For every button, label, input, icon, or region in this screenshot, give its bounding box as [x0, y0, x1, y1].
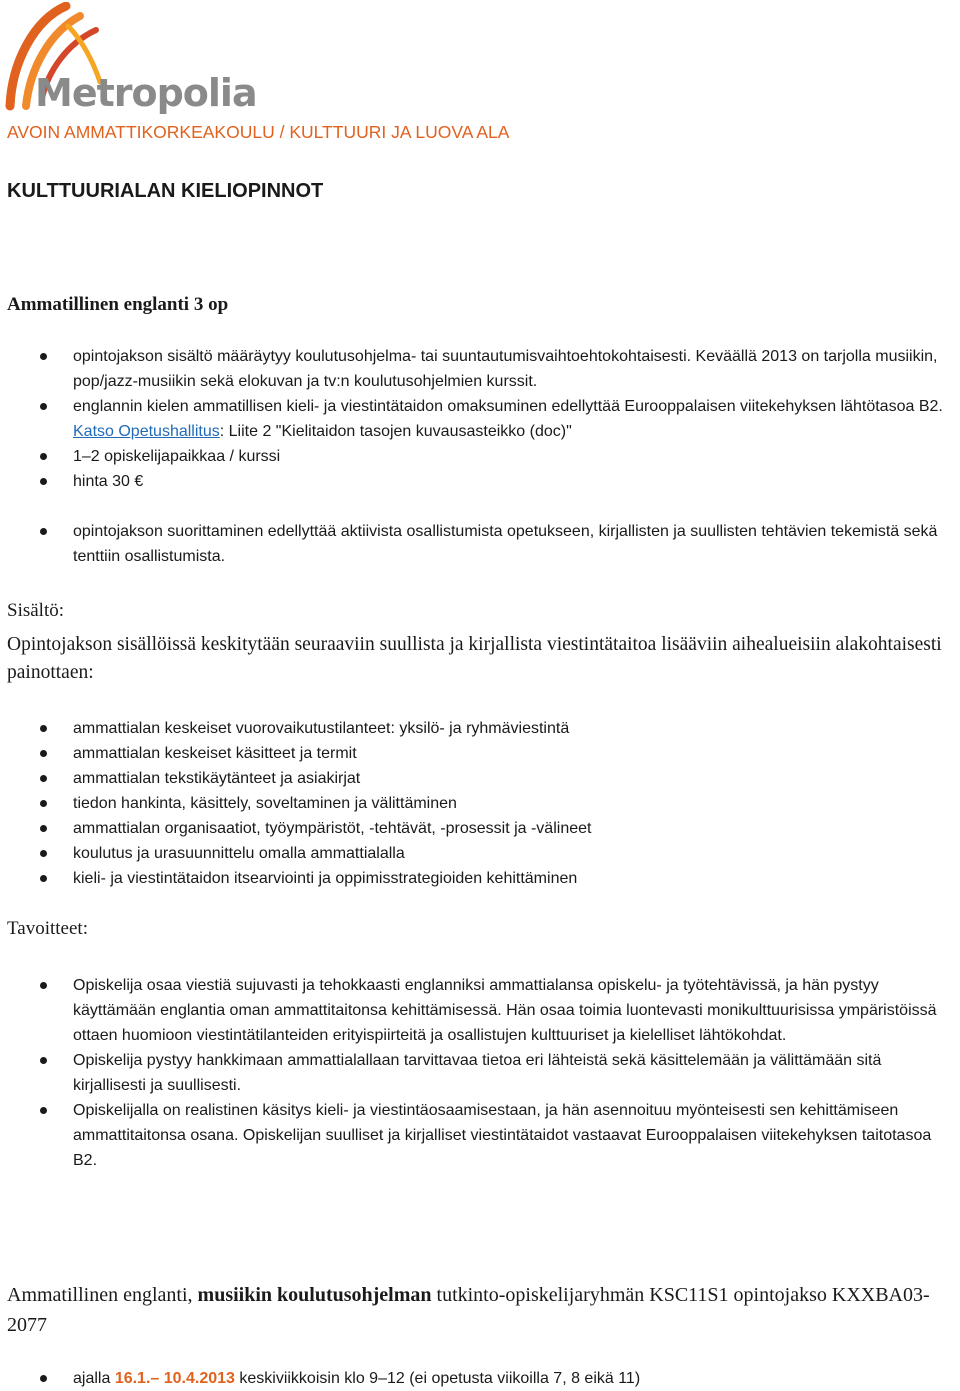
list-item: Opiskelijalla on realistinen käsitys kieli- ja viestintäosaamisestaan, ja hän asennoituu myönteisesti sen kehittämiseen ammattitaitonsa osana. Opiskelijan suulliset ja kirjalliset viestintätaidot vastaavat Eurooppalaisen viitekehyksen taitotasoa B2. [0, 1098, 960, 1173]
list-item: englannin kielen ammatillisen kieli- ja viestintätaidon omaksuminen edellyttää Eurooppalaisen viitekehyksen lähtötasoa B2. Katso Opetushallitus: Liite 2 "Kielitaidon tasojen kuvausasteikko (doc)" [0, 394, 960, 444]
goals-heading: Tavoitteet: [7, 918, 88, 939]
list-item: Opiskelija osaa viestiä sujuvasti ja tehokkaasti englanniksi ammattialansa opiskelu- ja työtehtävissä, ja hän pystyy käyttämään englantia oman ammattitaitonsa kehittämisessä. Hän osaa toimia luontevasti monikulttuurisissa ympäristöissä ottaen huomioon viestintätilanteiden erityispiirteitä ja osallistujen kulttuuriset ja kielelliset lähtökohdat. [0, 973, 960, 1048]
list-item: ammattialan keskeiset vuorovaikutustilanteet: yksilö- ja ryhmäviestintä [0, 716, 960, 741]
faculty-subtitle: AVOIN AMMATTIKORKEAKOULU / KULTTUURI JA LUOVA ALA [7, 122, 510, 142]
list-item: ammattialan tekstikäytänteet ja asiakirjat [0, 766, 960, 791]
list-item: ammattialan organisaatiot, työympäristöt, -tehtävät, -prosessit ja -välineet [0, 816, 960, 841]
logo-wordmark: Metropolia [35, 71, 257, 115]
list-item: Opiskelija pystyy hankkimaan ammattialallaan tarvittavaa tietoa eri lähteistä sekä käsittelemään ja välittämään sitä kirjallisesti ja suullisesti. [0, 1048, 960, 1098]
list-item: koulutus ja urasuunnittelu omalla ammattialalla [0, 841, 960, 866]
content-intro: Opintojakson sisällöissä keskitytään seuraaviin suullista ja kirjallista viestintätaitoa lisääviin aihealueisiin alakohtaisesti painottaen: [7, 634, 942, 683]
list-item: ammattialan keskeiset käsitteet ja termit [0, 741, 960, 766]
list-item: tiedon hankinta, käsittely, soveltaminen ja välittäminen [0, 791, 960, 816]
list-item: hinta 30 € [0, 469, 960, 494]
opetushallitus-link[interactable]: Katso Opetushallitus [73, 423, 220, 440]
schedule-list [0, 1366, 960, 1391]
list-item: opintojakson suorittaminen edellyttää aktiivista osallistumista opetukseen, kirjallisten ja suullisten tehtävien tekemistä sekä tenttiin osallistumista. [0, 519, 960, 569]
list-item: ajalla 16.1.– 10.4.2013 keskiviikkoisin klo 9–12 (ei opetusta viikoilla 7, 8 eikä 11) [0, 1366, 960, 1391]
list-item: opintojakson sisältö määräytyy koulutusohjelma- tai suuntautumisvaihtoehtokohtaisesti. Keväällä 2013 on tarjolla musiikin, pop/jazz-musiikin sekä elokuvan ja tv:n koulutusohjelmien kurssit. [0, 344, 960, 394]
list-item: kieli- ja viestintätaidon itsearviointi ja oppimisstrategioiden kehittäminen [0, 866, 960, 891]
goals-list [0, 973, 960, 1173]
program-name: musiikin koulutusohjelman [197, 1284, 432, 1306]
page-title: KULTTUURIALAN KIELIOPINNOT [7, 180, 324, 202]
list-item: 1–2 opiskelijapaikkaa / kurssi [0, 444, 960, 469]
content-heading: Sisältö: [7, 600, 65, 621]
metropolia-logo [4, 2, 257, 118]
group-info: Ammatillinen englanti, musiikin koulutusohjelman tutkinto-opiskelijaryhmän KSC11S1 opintojakso KXXBA03-2077 [7, 1284, 930, 1336]
course-title: Ammatillinen englanti 3 op [7, 294, 229, 315]
content-list [0, 716, 960, 891]
schedule-dates: 16.1.– 10.4.2013 [114, 1370, 235, 1387]
course-info-list [0, 344, 960, 569]
